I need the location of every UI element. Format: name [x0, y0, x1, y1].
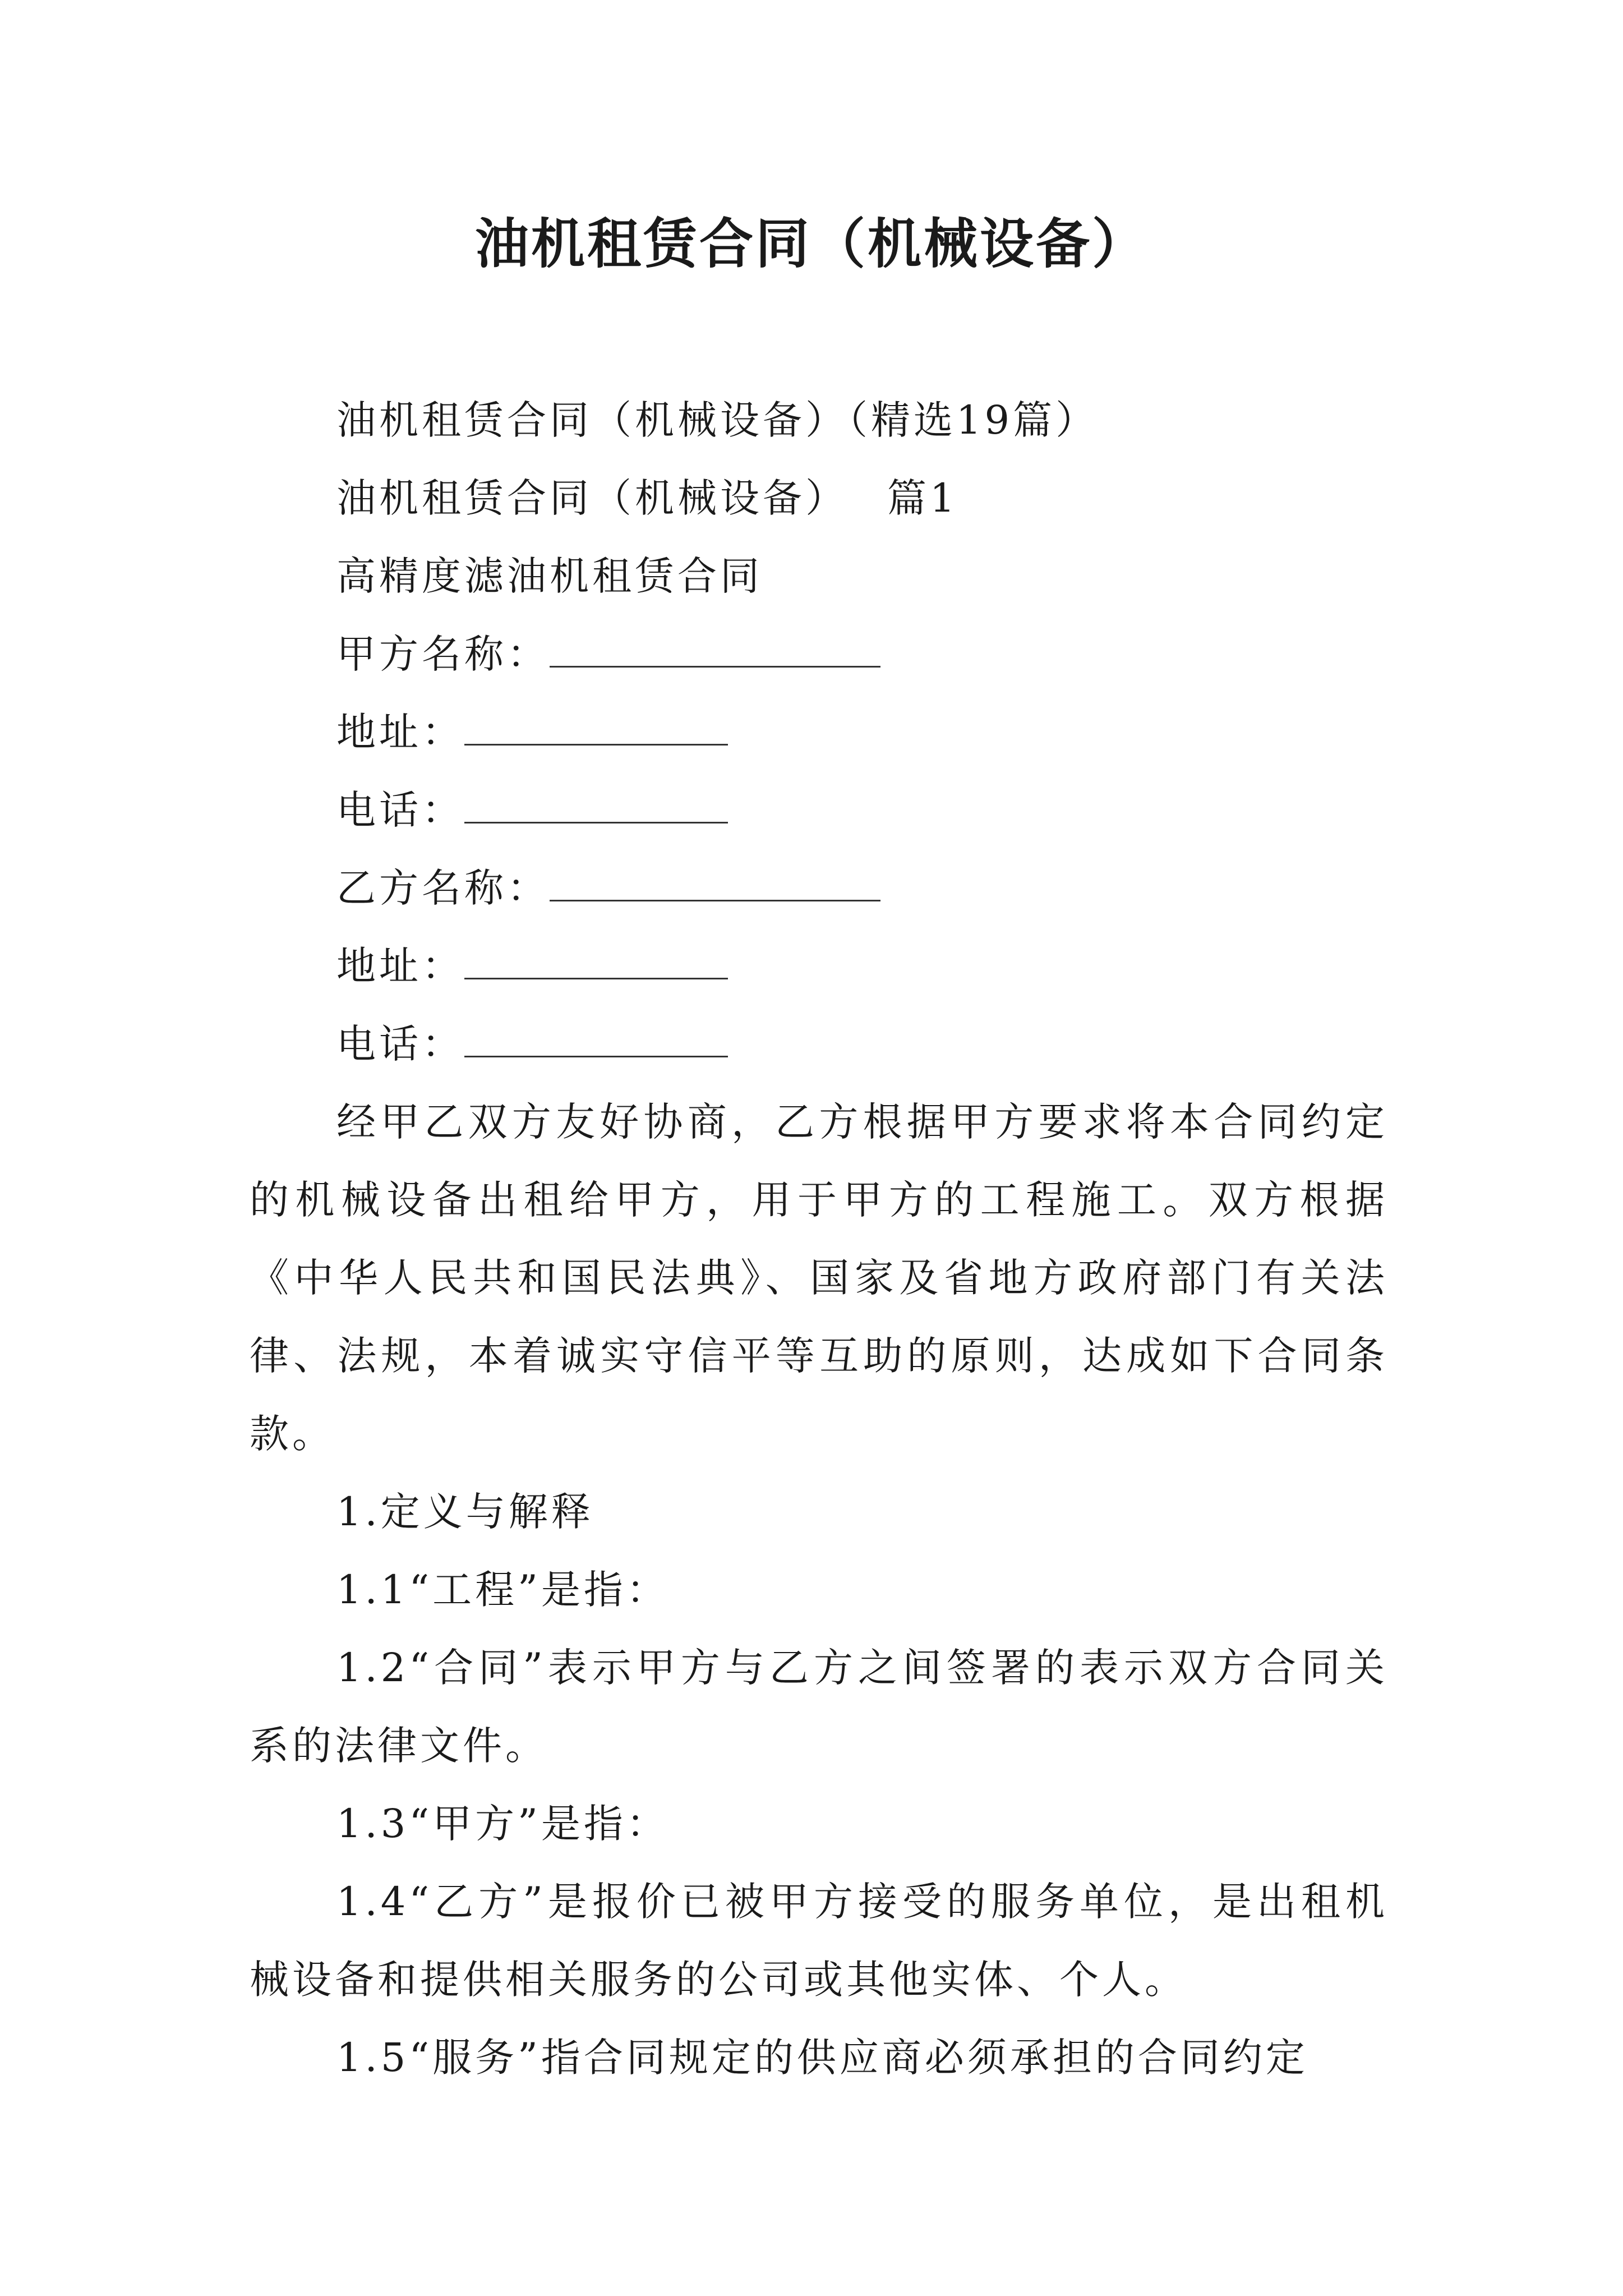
party-b-name-label: 乙方名称： — [336, 865, 550, 911]
party-a-name-row — [250, 615, 1388, 693]
party-b-address-blank[interactable] — [464, 942, 728, 979]
party-b-name-row — [250, 849, 1388, 927]
party-a-phone-label: 电话： — [336, 787, 464, 833]
party-b-phone-label: 电话： — [336, 1021, 464, 1067]
clause-1-2: 1.2“合同”表示甲方与乙方之间签署的表示双方合同关系的法律文件。 — [250, 1645, 1388, 1769]
party-a-name-label: 甲方名称： — [336, 631, 550, 677]
party-b-phone-row — [250, 1005, 1388, 1083]
definitions-heading: 1.定义与解释 — [336, 1489, 594, 1535]
party-b-phone-blank[interactable] — [464, 1020, 728, 1057]
document-title: 油机租赁合同（机械设备） — [475, 212, 1148, 275]
clause-1-1: 1.1“工程”是指： — [336, 1567, 669, 1613]
party-a-address-blank[interactable] — [464, 708, 728, 746]
section-heading — [250, 459, 1388, 537]
subtitle: 油机租赁合同（机械设备）（精选19篇） — [336, 397, 1099, 443]
document-body — [250, 381, 1388, 2097]
clause-1-3: 1.3“甲方”是指： — [336, 1801, 669, 1847]
clause-1-4: 1.4“乙方”是报价已被甲方接受的服务单位，是出租机械设备和提供相关服务的公司或其他实体、个人。 — [250, 1879, 1388, 2003]
party-b-name-blank[interactable] — [550, 864, 880, 901]
party-a-address-row — [250, 693, 1388, 771]
contract-name: 高精度滤油机租赁合同 — [336, 553, 763, 599]
party-a-phone-row — [250, 771, 1388, 849]
intro-paragraph: 经甲乙双方友好协商，乙方根据甲方要求将本合同约定的机械设备出租给甲方，用于甲方的工程施工。双方根据《中华人民共和国民法典》、国家及省地方政府部门有关法律、法规，本着诚实守信平等互助的原则，达成如下合同条款。 — [250, 1099, 1388, 1457]
section-heading-text: 油机租赁合同（机械设备） — [336, 475, 848, 521]
party-a-address-label: 地址： — [336, 709, 464, 755]
party-b-address-label: 地址： — [336, 943, 464, 989]
party-a-phone-blank[interactable] — [464, 786, 728, 823]
clause-1-5: 1.5“服务”指合同规定的供应商必须承担的合同约定 — [336, 2035, 1308, 2081]
party-a-name-blank[interactable] — [550, 630, 880, 668]
party-b-address-row — [250, 927, 1388, 1005]
section-number: 篇1 — [887, 475, 958, 521]
